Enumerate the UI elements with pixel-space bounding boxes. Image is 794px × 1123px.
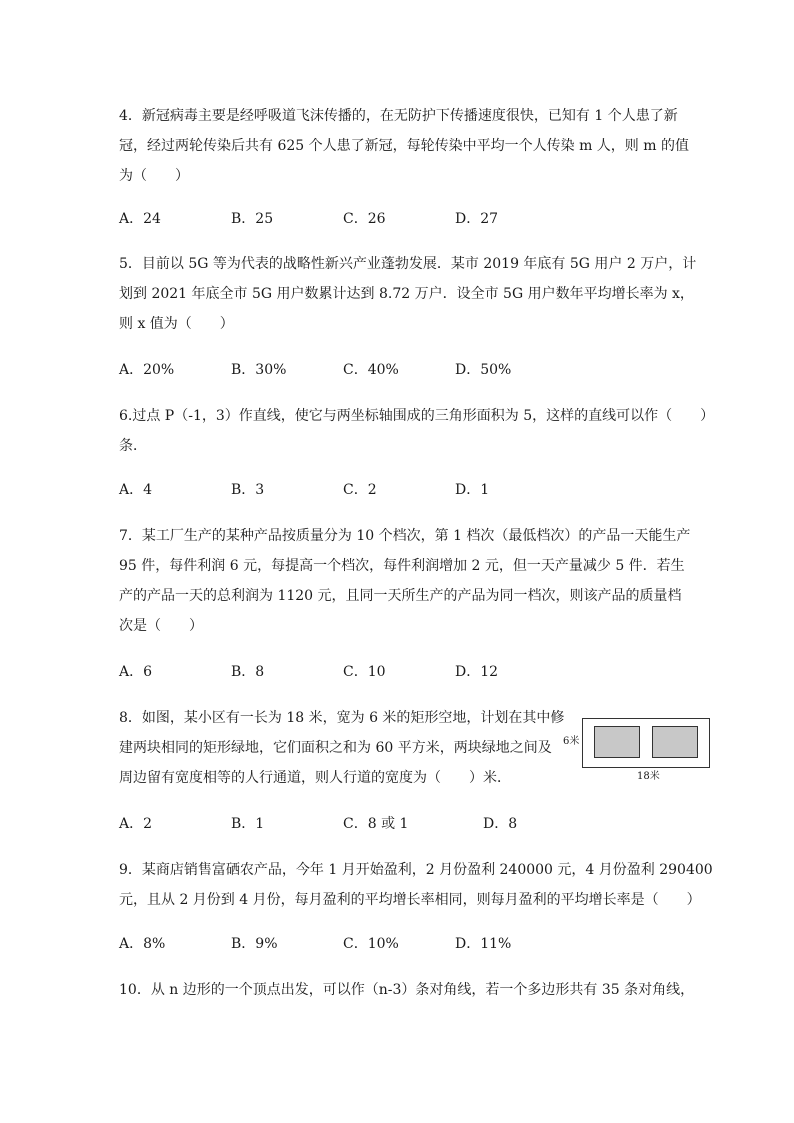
option-b[interactable]: B．1 xyxy=(231,816,265,832)
option-b[interactable]: B．25 xyxy=(231,211,274,227)
question-line: 次是（ ） xyxy=(119,618,203,634)
question-line: 周边留有宽度相等的人行通道，则人行道的宽度为（ ）米． xyxy=(119,770,511,786)
option-c[interactable]: C．10% xyxy=(343,936,399,952)
question-line: 8．如图，某小区有一长为 18 米，宽为 6 米的矩形空地，计划在其中修 xyxy=(119,710,565,726)
option-a[interactable]: A．20% xyxy=(119,362,175,378)
option-c[interactable]: C．2 xyxy=(343,482,377,498)
option-c[interactable]: C．10 xyxy=(343,664,386,680)
question-line: 9．某商店销售富硒农产品，今年 1 月开始盈利，2 月份盈利 240000 元，4 月份盈利 290400 xyxy=(119,862,713,878)
question-line: 6.过点 P（-1，3）作直线，使它与两坐标轴围成的三角形面积为 5，这样的直线可以作（ ） xyxy=(119,408,715,424)
question-line: 5．目前以 5G 等为代表的战略性新兴产业蓬勃发展．某市 2019 年底有 5G 用户 2 万户，计 xyxy=(119,256,697,272)
option-d[interactable]: D．1 xyxy=(455,482,490,498)
question-line: 4．新冠病毒主要是经呼吸道飞沫传播的，在无防护下传播速度很快，已知有 1 个人患了新 xyxy=(119,108,678,124)
question-line: 冠，经过两轮传染后共有 625 个人患了新冠，每轮传染中平均一个人传染 m 人，则 m 的值 xyxy=(119,138,689,154)
question-line: 产的产品一天的总利润为 1120 元，且同一天所生产的产品为同一档次，则该产品的质量档 xyxy=(119,588,682,604)
question-6 xyxy=(119,401,715,461)
option-d[interactable]: D．11% xyxy=(455,936,512,952)
question-5 xyxy=(119,249,697,339)
question-line: 95 件，每件利润 6 元，每提高一个档次，每件利润增加 2 元，但一天产量减少 5 件．若生 xyxy=(119,558,685,574)
option-a[interactable]: A．8% xyxy=(119,936,166,952)
option-c[interactable]: C．26 xyxy=(343,211,386,227)
question-line: 元，且从 2 月份到 4 月份，每月盈利的平均增长率相同，则每月盈利的平均增长率是（ ） xyxy=(119,892,701,908)
option-a[interactable]: A．2 xyxy=(119,816,153,832)
option-b[interactable]: B．30% xyxy=(231,362,287,378)
option-c[interactable]: C．8 或 1 xyxy=(343,816,409,832)
question-9 xyxy=(119,855,713,915)
option-a[interactable]: A．24 xyxy=(119,211,161,227)
length-label: 18米 xyxy=(637,771,660,782)
option-c[interactable]: C．40% xyxy=(343,362,399,378)
question-8 xyxy=(119,703,569,793)
option-a[interactable]: A．4 xyxy=(119,482,153,498)
option-b[interactable]: B．3 xyxy=(231,482,265,498)
question-line: 7．某工厂生产的某种产品按质量分为 10 个档次，第 1 档次（最低档次）的产品一天能生产 xyxy=(119,528,691,544)
option-d[interactable]: D．8 xyxy=(483,816,518,832)
question-line: 为（ ） xyxy=(119,168,189,184)
question-4 xyxy=(119,101,689,191)
width-label: 6米 xyxy=(563,736,580,747)
question-line: 建两块相同的矩形绿地，它们面积之和为 60 平方米，两块绿地之间及 xyxy=(119,740,552,756)
green-bed-right xyxy=(652,726,698,758)
option-d[interactable]: D．50% xyxy=(455,362,512,378)
question-7 xyxy=(119,521,689,641)
option-b[interactable]: B．8 xyxy=(231,664,265,680)
question-line: 划到 2021 年底全市 5G 用户数累计达到 8.72 万户．设全市 5G 用户数年平均增长率为 x， xyxy=(119,286,694,302)
question-10 xyxy=(119,975,695,1005)
option-a[interactable]: A．6 xyxy=(119,664,153,680)
option-b[interactable]: B．9% xyxy=(231,936,278,952)
option-d[interactable]: D．27 xyxy=(455,211,499,227)
green-bed-left xyxy=(594,726,640,758)
question-line: 则 x 值为（ ） xyxy=(119,316,234,332)
question-line: 10．从 n 边形的一个顶点出发，可以作（n-3）条对角线，若一个多边形共有 35 条对角线， xyxy=(119,982,695,998)
option-d[interactable]: D．12 xyxy=(455,664,499,680)
garden-figure xyxy=(563,716,713,786)
question-line: 条． xyxy=(119,438,147,454)
